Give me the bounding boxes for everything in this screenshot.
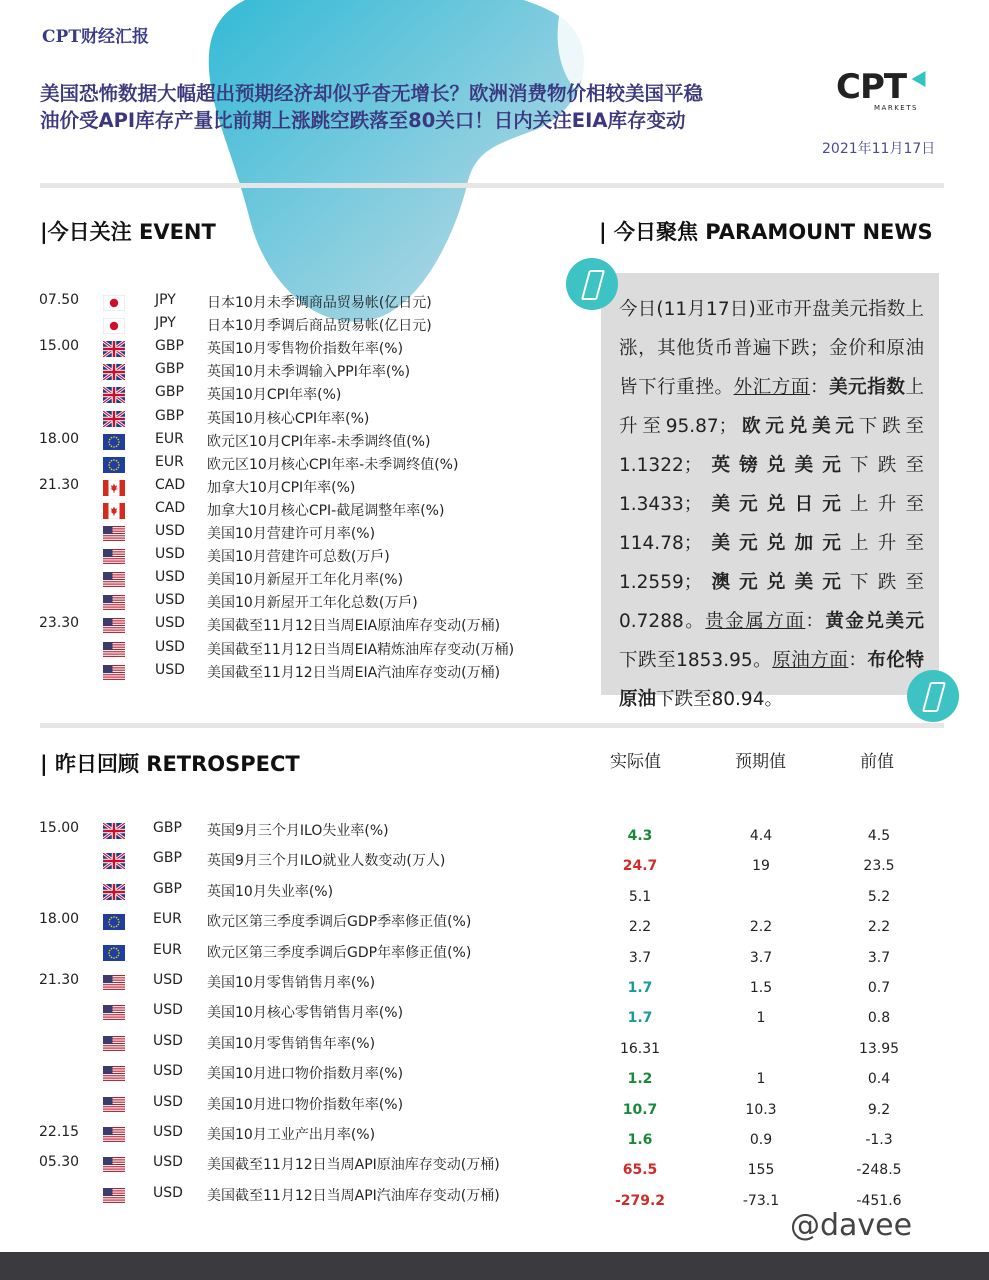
event-row: [0, 615, 560, 638]
colon: ：: [848, 650, 868, 671]
flag-eu-icon: [103, 434, 125, 450]
flag-us-icon: [103, 665, 125, 681]
retro-currency: USD: [153, 1002, 183, 1019]
event-description: 美国截至11月12日当周EIA原油库存变动(万桶): [207, 618, 501, 635]
event-description: 日本10月未季调商品贸易帐(亿日元): [207, 295, 432, 311]
flag-us-icon: [103, 642, 125, 658]
col-actual-header: 实际值: [610, 752, 661, 772]
retro-time: 21.30: [39, 972, 80, 988]
retro-description: 美国10月工业产出月率(%): [207, 1127, 376, 1143]
retro-description: 美国10月零售销售月率(%): [207, 975, 376, 991]
divider-top: [40, 183, 944, 188]
eurusd-name: 欧元兑美元: [737, 416, 859, 437]
event-currency: GBP: [155, 338, 184, 355]
event-currency: USD: [155, 638, 185, 655]
retro-currency: USD: [153, 972, 183, 988]
flag-uk-icon: [103, 387, 125, 403]
col-previous-header: 前值: [860, 752, 894, 772]
event-description: 英国10月零售物价指数年率(%): [207, 341, 404, 358]
event-row: [0, 338, 560, 361]
event-description: 英国10月CPI年率(%): [207, 387, 342, 404]
event-row: [0, 477, 560, 500]
expected-value: 3.7: [749, 949, 773, 966]
watermark: @davee: [790, 1208, 913, 1243]
event-section-title: |今日关注 EVENT: [40, 220, 216, 244]
event-currency: JPY: [155, 292, 176, 308]
dxy-text: 上升至95.87；: [619, 377, 924, 437]
event-currency: GBP: [155, 361, 184, 378]
retro-time: 15.00: [39, 820, 80, 836]
gbpusd-text: 下跌至1.3433；: [619, 455, 924, 515]
flag-us-icon: [103, 1188, 125, 1204]
flag-uk-icon: [103, 411, 125, 427]
actual-value: 1.2: [627, 1071, 653, 1088]
actual-value: 1.6: [627, 1132, 653, 1148]
audusd-text: 下跌至0.7288。: [619, 572, 924, 632]
flag-eu-icon: [103, 914, 125, 930]
event-currency: JPY: [155, 315, 176, 332]
event-row: [0, 431, 560, 454]
actual-value: 5.1: [628, 888, 652, 905]
retro-description: 英国9月三个月ILO就业人数变动(万人): [207, 853, 446, 870]
previous-value: -451.6: [856, 1192, 902, 1209]
flag-uk-icon: [103, 341, 125, 357]
logo-subtext: MARKETS: [874, 104, 918, 112]
actual-value: 16.31: [619, 1040, 661, 1057]
expected-value: 2.2: [749, 919, 773, 936]
gold-name: 黄金兑美元: [825, 611, 924, 632]
expected-value: 1.5: [749, 980, 773, 996]
retro-description: 美国10月核心零售销售月率(%): [207, 1005, 404, 1022]
event-currency: EUR: [155, 453, 184, 470]
flag-uk-icon: [103, 853, 125, 869]
previous-value: 0.8: [867, 1010, 891, 1027]
quote-open-icon: [566, 258, 618, 310]
expected-value: -73.1: [742, 1192, 780, 1209]
event-description: 美国10月营建许可总数(万戶): [207, 549, 390, 566]
event-time: 15.00: [39, 338, 80, 355]
retro-currency: GBP: [153, 820, 182, 836]
previous-value: 3.7: [867, 949, 891, 966]
dxy-name: 美元指数: [829, 377, 906, 398]
usdcad-text: 上升至1.2559；: [619, 533, 924, 593]
event-description: 美国10月新屋开工年化月率(%): [207, 572, 404, 589]
flag-us-icon: [103, 618, 125, 634]
eurusd-text: 下跌至1.1322；: [619, 416, 924, 476]
actual-value: -279.2: [614, 1192, 666, 1209]
usdjpy-text: 上升至114.78；: [619, 494, 924, 554]
retro-row: [0, 1094, 989, 1124]
news-text: [619, 290, 924, 719]
report-date: 2021年11月17日: [822, 141, 936, 157]
event-row: [0, 315, 560, 338]
retro-description: 欧元区第三季度季调后GDP年率修正值(%): [207, 944, 472, 961]
retro-currency: USD: [153, 1154, 183, 1171]
brent-name: 布伦特原油: [619, 650, 924, 710]
event-row: [0, 639, 560, 662]
event-currency: EUR: [155, 430, 184, 447]
retro-currency: USD: [153, 1184, 183, 1201]
event-currency: GBP: [155, 407, 184, 424]
retro-row: [0, 1063, 989, 1093]
event-row: [0, 361, 560, 384]
retro-currency: EUR: [153, 911, 182, 928]
retro-description: 英国10月失业率(%): [207, 883, 334, 900]
event-currency: USD: [155, 661, 185, 678]
retro-description: 美国10月进口物价指数月率(%): [207, 1066, 404, 1083]
event-description: 欧元区10月核心CPI年率-未季调终值(%): [207, 456, 459, 473]
retro-description: 欧元区第三季度季调后GDP季率修正值(%): [207, 914, 472, 931]
logo-text: CPT: [836, 67, 907, 107]
event-description: 美国截至11月12日当周EIA汽油库存变动(万桶): [207, 664, 501, 681]
event-currency: CAD: [155, 476, 186, 493]
retro-description: 美国10月进口物价指数年率(%): [207, 1096, 404, 1113]
bottom-bar: [0, 1252, 989, 1280]
retro-description: 英国9月三个月ILO失业率(%): [207, 823, 389, 839]
retro-row: [0, 942, 989, 972]
flag-uk-icon: [103, 823, 125, 839]
actual-value: 10.7: [622, 1101, 658, 1118]
retro-row: [0, 911, 989, 941]
previous-value: 2.2: [867, 919, 891, 936]
actual-value: 65.5: [622, 1162, 658, 1179]
event-currency: USD: [155, 569, 185, 586]
cpt-logo: [836, 67, 936, 124]
event-description: 美国截至11月12日当周EIA精炼油库存变动(万桶): [207, 641, 515, 658]
retro-row: [0, 1154, 989, 1184]
retro-description: 美国10月零售销售年率(%): [207, 1035, 376, 1052]
previous-value: 4.5: [867, 828, 891, 844]
event-currency: USD: [155, 546, 185, 563]
flag-us-icon: [103, 595, 125, 611]
event-row: [0, 500, 560, 523]
event-description: 日本10月季调后商品贸易帐(亿日元): [207, 318, 432, 335]
actual-value: 24.7: [622, 858, 658, 875]
flag-uk-icon: [103, 884, 125, 900]
usdcad-name: 美元兑加元: [702, 533, 851, 554]
retro-row: [0, 881, 989, 911]
oil-label: 原油方面: [772, 650, 849, 671]
expected-value: 155: [747, 1162, 775, 1179]
expected-value: 19: [752, 858, 770, 875]
decorative-blob: [205, 0, 600, 330]
previous-value: -1.3: [865, 1132, 893, 1148]
expected-value: 10.3: [745, 1101, 777, 1118]
flag-us-icon: [103, 572, 125, 588]
flag-us-icon: [103, 1066, 125, 1082]
flag-us-icon: [103, 1036, 125, 1052]
usdjpy-name: 美元兑日元: [702, 494, 851, 515]
audusd-name: 澳元兑美元: [702, 572, 851, 593]
retro-currency: USD: [153, 1093, 183, 1110]
retro-currency: GBP: [153, 880, 182, 897]
retro-time: 22.15: [39, 1124, 80, 1140]
brand-title: CPT财经汇报: [42, 27, 149, 47]
flag-eu-icon: [103, 945, 125, 961]
event-row: [0, 569, 560, 592]
event-description: 英国10月核心CPI年率(%): [207, 410, 370, 427]
event-description: 英国10月未季调输入PPI年率(%): [207, 364, 411, 381]
retro-time: 05.30: [39, 1154, 80, 1171]
brent-text: 下跌至80.94。: [656, 689, 783, 710]
actual-value: 2.2: [628, 919, 652, 936]
previous-value: -248.5: [856, 1162, 902, 1179]
event-row: [0, 454, 560, 477]
flag-us-icon: [103, 549, 125, 565]
retro-section-title: | 昨日回顾 RETROSPECT: [40, 752, 300, 776]
flag-us-icon: [103, 1127, 125, 1143]
news-section-title: | 今日聚焦 PARAMOUNT NEWS: [599, 220, 933, 244]
flag-us-icon: [103, 526, 125, 542]
expected-value: 0.9: [749, 1132, 773, 1148]
retro-currency: GBP: [153, 850, 182, 867]
event-row: [0, 408, 560, 431]
actual-value: 1.7: [627, 1010, 653, 1027]
flag-jp-icon: [103, 318, 125, 334]
actual-value: 3.7: [628, 949, 652, 966]
colon: ：: [805, 611, 826, 632]
event-currency: CAD: [155, 499, 186, 516]
event-row: [0, 592, 560, 615]
metal-label: 贵金属方面: [705, 611, 806, 632]
event-description: 美国10月营建许可月率(%): [207, 526, 376, 542]
event-row: [0, 523, 560, 546]
event-row: [0, 546, 560, 569]
event-row: [0, 662, 560, 685]
retro-currency: USD: [153, 1124, 183, 1140]
event-currency: USD: [155, 523, 185, 539]
event-time: 07.50: [39, 292, 80, 308]
gbpusd-name: 英镑兑美元: [702, 455, 851, 476]
previous-value: 0.7: [867, 980, 891, 996]
flag-jp-icon: [103, 295, 125, 311]
event-row: [0, 292, 560, 315]
actual-value: 1.7: [627, 980, 653, 996]
fx-label: 外汇方面: [733, 377, 810, 398]
flag-us-icon: [103, 1005, 125, 1021]
retro-description: 美国截至11月12日当周API原油库存变动(万桶): [207, 1157, 500, 1174]
actual-value: 4.3: [627, 828, 653, 844]
previous-value: 9.2: [867, 1101, 891, 1118]
flag-us-icon: [103, 1157, 125, 1173]
event-currency: GBP: [155, 384, 184, 401]
retro-description: 美国截至11月12日当周API汽油库存变动(万桶): [207, 1187, 500, 1204]
retro-time: 18.00: [39, 911, 80, 928]
headline: [40, 80, 810, 134]
retro-currency: USD: [153, 1032, 183, 1049]
flag-uk-icon: [103, 364, 125, 380]
previous-value: 0.4: [867, 1071, 891, 1088]
event-description: 美国10月新屋开工年化总数(万戶): [207, 595, 418, 612]
previous-value: 23.5: [863, 858, 895, 875]
headline-line-2: 油价受API库存产量比前期上涨跳空跌落至80关口！日内关注EIA库存变动: [40, 109, 686, 132]
flag-us-icon: [103, 975, 125, 991]
previous-value: 5.2: [867, 888, 891, 905]
flag-eu-icon: [103, 457, 125, 473]
gold-text: 下跌至1853.95。: [619, 650, 773, 671]
retro-row: [0, 972, 989, 1002]
event-description: 加拿大10月核心CPI-截尾调整年率(%): [207, 502, 445, 519]
event-time: 23.30: [39, 615, 80, 632]
col-expected-header: 预期值: [735, 752, 786, 772]
expected-value: 1: [756, 1010, 766, 1027]
retro-row: [0, 820, 989, 850]
flag-ca-icon: [103, 503, 125, 519]
expected-value: 4.4: [749, 828, 773, 844]
retro-currency: USD: [153, 1063, 183, 1080]
event-currency: USD: [155, 592, 185, 609]
retro-row: [0, 1124, 989, 1154]
event-description: 欧元区10月CPI年率-未季调终值(%): [207, 433, 431, 450]
expected-value: 1: [756, 1071, 766, 1088]
flag-us-icon: [103, 1097, 125, 1113]
flag-ca-icon: [103, 480, 125, 496]
colon: ：: [809, 377, 830, 398]
event-time: 21.30: [39, 476, 80, 493]
retro-currency: EUR: [153, 941, 182, 958]
retro-row: [0, 850, 989, 880]
retro-row: [0, 1002, 989, 1032]
previous-value: 13.95: [858, 1040, 900, 1057]
headline-line-1: 美国恐怖数据大幅超出预期经济却似乎杳无增长？欧洲消费物价相较美国平稳: [40, 82, 704, 105]
retro-row: [0, 1033, 989, 1063]
event-description: 加拿大10月CPI年率(%): [207, 479, 356, 496]
event-time: 18.00: [39, 430, 80, 447]
event-currency: USD: [155, 615, 185, 632]
event-row: [0, 384, 560, 407]
news-intro: 今日(11月17日)亚市开盘美元指数上涨，其他货币普遍下跌；金价和原油皆下行重挫。: [619, 299, 924, 398]
divider-middle: [40, 723, 944, 728]
